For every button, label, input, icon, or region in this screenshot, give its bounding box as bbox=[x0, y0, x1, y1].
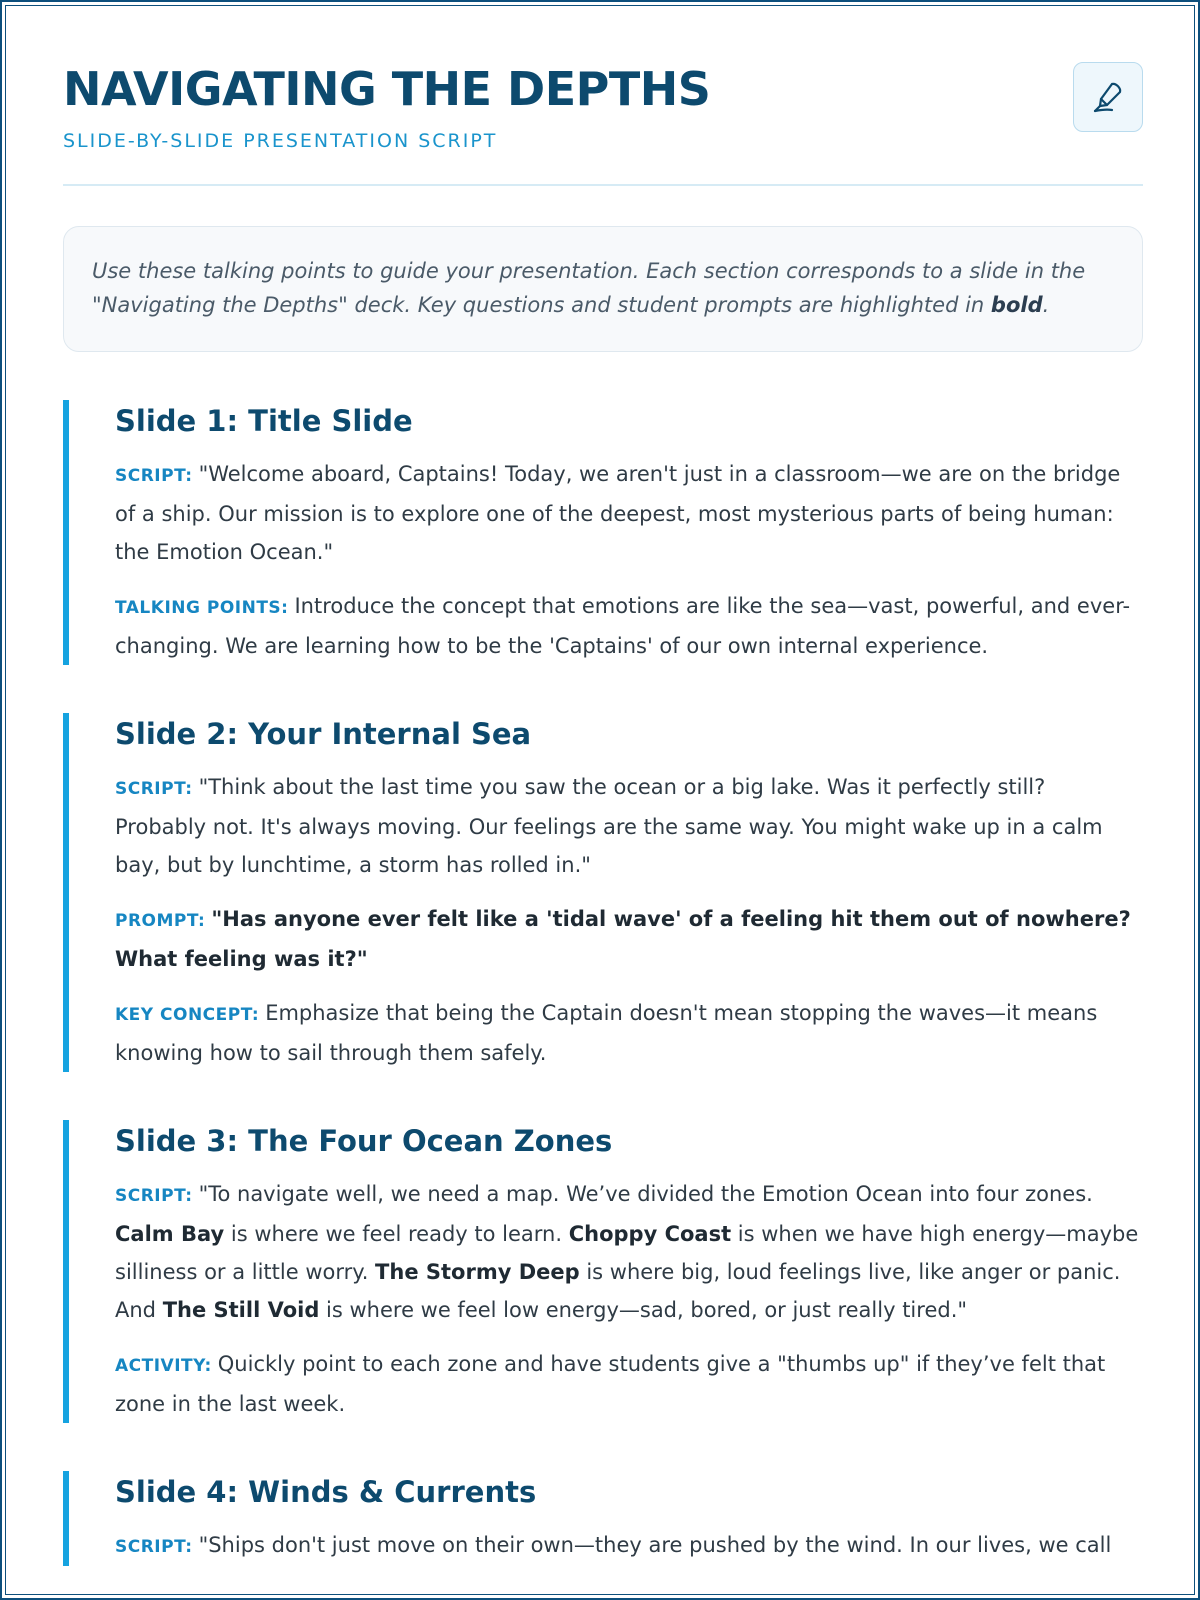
zone-name-still-void: The Still Void bbox=[162, 1298, 320, 1322]
prompt-label: PROMPT: bbox=[115, 911, 206, 931]
header bbox=[63, 2, 1143, 186]
pen-button[interactable] bbox=[1073, 62, 1143, 132]
pen-icon bbox=[1090, 79, 1126, 115]
script-text: "Ships don't just move on their own—they are pushed by the wind. In our lives, we call bbox=[198, 1533, 1112, 1557]
activity-text: Quickly point to each zone and have students give a "thumbs up" if they’ve felt that zone in the last week. bbox=[115, 1352, 1106, 1416]
slide-title: Slide 1: Title Slide bbox=[115, 404, 413, 438]
intro-callout bbox=[63, 226, 1143, 352]
script-label: SCRIPT: bbox=[115, 1537, 193, 1557]
script-paragraph bbox=[115, 1526, 1143, 1566]
script-text: is when we have high energy—maybe silliness or a little worry. bbox=[115, 1222, 1139, 1284]
talking-points-text: Introduce the concept that emotions are like the sea—vast, powerful, and ever-changing. We are learning how to be the 'Captains' of our own internal experience. bbox=[115, 594, 1131, 658]
prompt-text: "Has anyone ever felt like a 'tidal wave' of a feeling hit them out of nowhere? What feeling was it?" bbox=[115, 907, 1131, 971]
script-text: "To navigate well, we need a map. We’ve divided the Emotion Ocean into four zones. bbox=[198, 1182, 1093, 1206]
page-subtitle: SLIDE-BY-SLIDE PRESENTATION SCRIPT bbox=[63, 130, 498, 152]
prompt-paragraph bbox=[115, 900, 1143, 978]
slide-title: Slide 2: Your Internal Sea bbox=[115, 717, 532, 751]
slide-title: Slide 3: The Four Ocean Zones bbox=[115, 1124, 613, 1158]
script-label: SCRIPT: bbox=[115, 1186, 193, 1206]
key-concept-text: Emphasize that being the Captain doesn't mean stopping the waves—it means knowing how to sail through them safely. bbox=[115, 1001, 1098, 1065]
script-paragraph bbox=[115, 1175, 1143, 1329]
talking-points-paragraph bbox=[115, 587, 1143, 665]
slide-section-2 bbox=[63, 713, 1143, 1072]
script-paragraph bbox=[115, 455, 1143, 571]
intro-text: Use these talking points to guide your presentation. Each section corresponds to a slide in the "Navigating the Depths" deck. Key questions and student prompts are highlighted in bbox=[92, 259, 1086, 317]
slide-section-1 bbox=[63, 400, 1143, 665]
activity-paragraph bbox=[115, 1345, 1143, 1423]
zone-name-calm-bay: Calm Bay bbox=[115, 1222, 225, 1246]
script-text: is where we feel low energy—sad, bored, or just really tired." bbox=[319, 1298, 968, 1322]
script-label: SCRIPT: bbox=[115, 779, 193, 799]
page-title: NAVIGATING THE DEPTHS bbox=[63, 62, 711, 116]
key-concept-paragraph bbox=[115, 994, 1143, 1072]
activity-label: ACTIVITY: bbox=[115, 1356, 212, 1376]
script-label: SCRIPT: bbox=[115, 466, 193, 486]
talking-points-label: TALKING POINTS: bbox=[115, 598, 289, 618]
script-text: is where we feel ready to learn. bbox=[224, 1222, 569, 1246]
page bbox=[63, 2, 1143, 1566]
script-text: "Welcome aboard, Captains! Today, we aren't just in a classroom—we are on the bridge of a ship. Our mission is to explore one of the deepest, most mysterious parts of being human: the Emotion Ocean." bbox=[115, 462, 1121, 564]
intro-text-end: . bbox=[1042, 293, 1050, 317]
script-text: is where big, loud feelings live, like anger or panic. And bbox=[115, 1260, 1121, 1322]
slide-section-3 bbox=[63, 1120, 1143, 1423]
key-concept-label: KEY CONCEPT: bbox=[115, 1005, 260, 1025]
intro-bold-word: bold bbox=[990, 293, 1043, 317]
zone-name-stormy-deep: The Stormy Deep bbox=[375, 1260, 580, 1284]
slide-title: Slide 4: Winds & Currents bbox=[115, 1475, 537, 1509]
slide-section-4 bbox=[63, 1471, 1143, 1566]
script-text: "Think about the last time you saw the ocean or a big lake. Was it perfectly still? Probably not. It's always moving. Our feelings are the same way. You might wake up in a calm bay, but by lunchtime, a storm has rolled in." bbox=[115, 775, 1103, 877]
script-paragraph bbox=[115, 768, 1143, 884]
zone-name-choppy-coast: Choppy Coast bbox=[568, 1222, 732, 1246]
